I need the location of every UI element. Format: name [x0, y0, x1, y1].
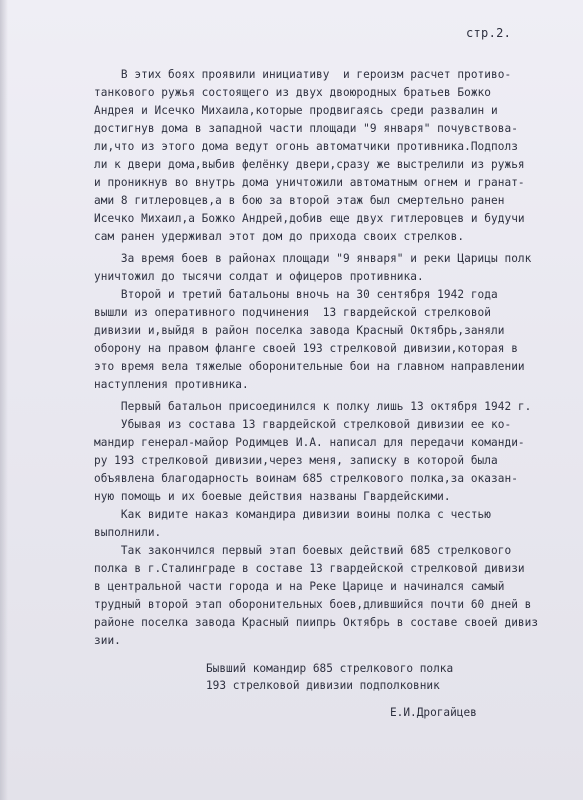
page-number: стр.2.	[466, 26, 512, 40]
text-line: сам ранен удерживал этот дом до прихода своих стрелков.	[94, 230, 465, 243]
text-line: объявлена благодарность воинам 685 стрелкового полка,за оказан-	[94, 472, 518, 485]
text-line: дивизии и,выйдя в район поселка завода Красный Октябрь,заняли	[94, 324, 505, 337]
page-shadow-edge	[0, 0, 8, 800]
text-line: уничтожил до тысячи солдат и офицеров противника.	[94, 270, 424, 283]
text-line: и проникнув во внутрь дома уничтожили автоматным огнем и гранат-	[94, 176, 525, 189]
text-line: мандир генерал-майор Родимцев И.А. написал для передачи команди-	[94, 436, 525, 449]
text-line: полка в г.Сталинграде в составе 13 гвардейской стрелковой дивизи	[94, 562, 525, 575]
text-line: ру 193 стрелковой дивизии,через меня, записку в которой была	[94, 454, 498, 467]
text-line: трудный второй этап оборонительных боев,длившийся почти 60 дней в	[94, 598, 532, 611]
text-line: наступления противника.	[94, 378, 249, 391]
text-line: районе поселка завода Красный пиипрь Октябрь в составе своей дивиз	[94, 616, 539, 629]
signature-title-line: Бывший командир 685 стрелкового полка	[206, 662, 454, 675]
text-line: Убывая из состава 13 гвардейской стрелковой дивизии ее ко-	[94, 418, 512, 431]
text-line: ами 8 гитлеровцев,а в бою за второй этаж был смертельно ранен	[94, 194, 505, 207]
text-line: Как видите наказ командира дивизии воины полка с честью	[94, 508, 492, 521]
text-line: танкового ружья состоящего из двух двоюродных братьев Божко	[94, 86, 492, 99]
text-line: Андрея и Исечко Михаила,которые продвигаясь среди развалин и	[94, 104, 498, 117]
text-line: оборону на правом фланге своей 193 стрелковой дивизии,которая в	[94, 342, 518, 355]
text-line: В этих боях проявили инициативу и героизм расчет противо-	[94, 68, 512, 81]
signature-title-line: 193 стрелковой дивизии подполковник	[206, 679, 440, 692]
text-line: выполнили.	[94, 526, 162, 539]
text-line: вышли из оперативного подчинения 13 гвардейской стрелковой	[94, 306, 492, 319]
text-line: ную помощь и их боевые действия названы Гвардейскими.	[94, 490, 451, 503]
letter-body	[94, 66, 554, 650]
signature-name: Е.И.Дрогайцев	[390, 706, 477, 719]
signature-block	[206, 660, 453, 694]
text-line: это время вела тяжелые оборонительные бои на главном направлении	[94, 360, 525, 373]
text-line: Второй и третий батальоны вночь на 30 сентября 1942 года	[94, 288, 498, 301]
text-line: Первый батальон присоединился к полку лишь 13 октября 1942 г.	[94, 400, 532, 413]
text-line: ли к двери дома,выбив фелёнку двери,сразу же выстрелили из ружья	[94, 158, 525, 171]
text-line: зии.	[94, 634, 121, 647]
text-line: Так закончился первый этап боевых действий 685 стрелкового	[94, 544, 512, 557]
text-line: достигнув дома в западной части площади "9 января" почувствова-	[94, 122, 518, 135]
text-line: в центральной части города и на Реке Царице и начинался самый	[94, 580, 505, 593]
text-line: За время боев в районах площади "9 января" и реки Царицы полк	[94, 252, 532, 265]
text-line: Исечко Михаил,а Божко Андрей,добив еще двух гитлеровцев и будучи	[94, 212, 525, 225]
text-line: ли,что из этого дома ведут огонь автоматчики противника.Подполз	[94, 140, 518, 153]
